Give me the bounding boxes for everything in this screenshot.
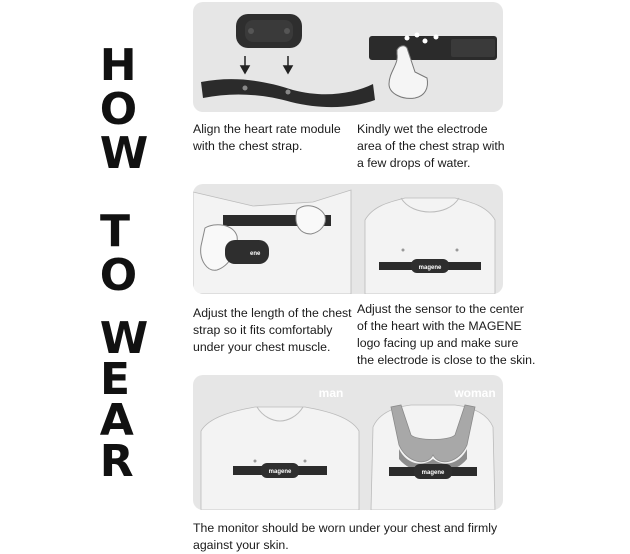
step-caption-align: Align the heart rate module with the chest strap. <box>193 122 341 153</box>
arrow-down-icon <box>241 56 292 73</box>
label-man: man <box>318 386 344 400</box>
man-sensor-logo-text: magene <box>268 469 292 475</box>
man-figure-icon <box>201 407 359 510</box>
side-title-word-wear: WEAR <box>99 313 149 487</box>
step-caption-adjust-length: Adjust the length of the chest strap so it fits comfortably under your chest muscle. <box>193 306 352 354</box>
wear-position-illustration <box>193 375 503 510</box>
woman-figure-icon <box>371 405 495 510</box>
sensor-logo-text: magene <box>418 265 442 271</box>
partial-logo-text: ene <box>250 251 261 257</box>
wet-electrode-icon <box>369 33 497 99</box>
align-and-wet-illustration <box>193 2 503 112</box>
wear-position-panel <box>193 375 503 510</box>
adjust-length-icon <box>193 190 351 294</box>
adjust-illustration <box>193 184 503 294</box>
step-caption-adjust-sensor: Adjust the sensor to the center of the heart with the MAGENE logo facing up and make sure the electrode is close to the skin. <box>357 302 536 367</box>
side-title-word-to: TO <box>99 206 138 301</box>
step-caption-wet: Kindly wet the electrode area of the chest strap with a few drops of water. <box>357 122 505 170</box>
step-panel-align-and-wet <box>193 2 503 112</box>
chest-sensor-icon <box>365 198 495 294</box>
heart-rate-module-icon <box>236 14 302 48</box>
wear-caption: The monitor should be worn under your chest and firmly against your skin. <box>193 521 498 552</box>
woman-sensor-logo-text: magene <box>421 470 445 476</box>
label-woman: woman <box>454 386 496 400</box>
step-panel-adjust <box>193 184 503 294</box>
side-title-word-how: HOW <box>99 40 149 179</box>
